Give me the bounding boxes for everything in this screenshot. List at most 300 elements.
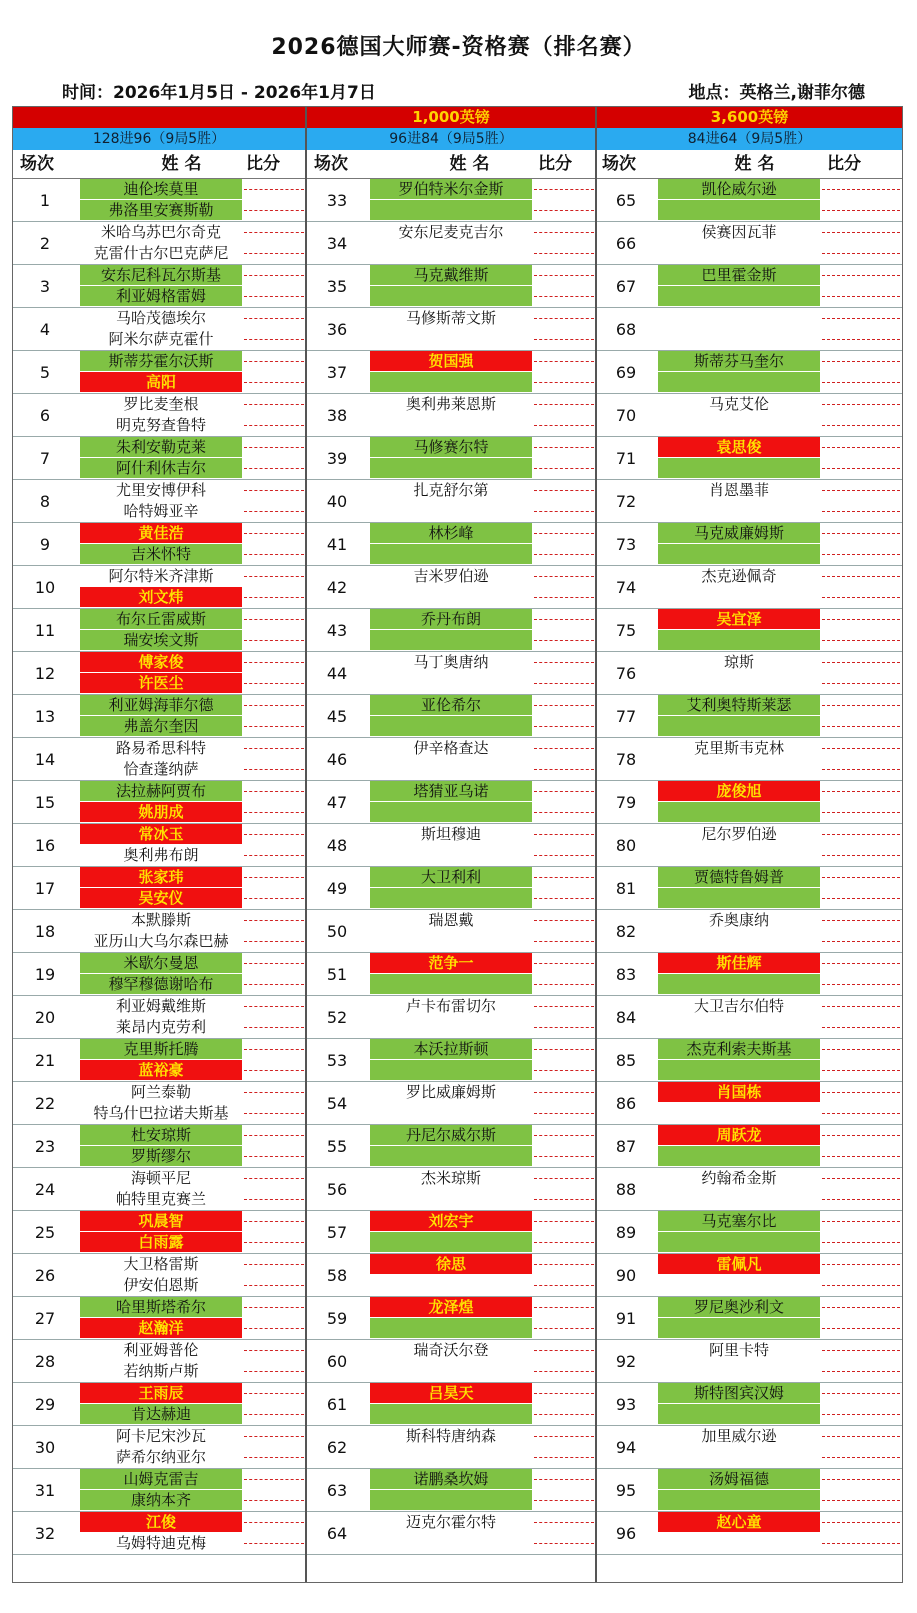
table-row (306, 1469, 596, 1512)
player-name: 白雨露 (80, 1232, 242, 1252)
match-number: 48 (326, 836, 348, 855)
player-name: 罗比威廉姆斯 (370, 1082, 532, 1102)
player-name (658, 931, 820, 951)
score-line (822, 855, 900, 856)
score-line (534, 1049, 594, 1050)
score-line (534, 791, 594, 792)
score-line (244, 597, 304, 598)
player-name (370, 544, 532, 564)
player-name: 阿卡尼宋沙瓦 (80, 1426, 242, 1446)
table-row (306, 480, 596, 523)
match-number: 43 (326, 621, 348, 640)
table-row (306, 394, 596, 437)
table-row (12, 1168, 306, 1211)
player-name: 罗伯特米尔金斯 (370, 179, 532, 199)
player-name: 安东尼麦克吉尔 (370, 222, 532, 242)
score-line (534, 769, 594, 770)
score-line (822, 769, 900, 770)
round-label-2: 96进84（9局5胜） (389, 131, 513, 147)
score-line (244, 425, 304, 426)
player-name: 本默滕斯 (80, 910, 242, 930)
score-line (822, 748, 900, 749)
score-line (244, 296, 304, 297)
player-name: 斯蒂芬霍尔沃斯 (80, 351, 242, 371)
player-name (370, 1404, 532, 1424)
player-name: 瑞安埃文斯 (80, 630, 242, 650)
score-line (244, 1006, 304, 1007)
table-row (12, 695, 306, 738)
table-row (12, 1082, 306, 1125)
player-name (658, 286, 820, 306)
player-name (370, 1490, 532, 1510)
score-line (534, 705, 594, 706)
player-name: 杰克逊佩奇 (658, 566, 820, 586)
table-row (596, 910, 903, 953)
match-number: 89 (615, 1223, 637, 1242)
score-line (822, 877, 900, 878)
player-name (658, 544, 820, 564)
player-name (370, 329, 532, 349)
table-row (596, 609, 903, 652)
score-line (822, 1371, 900, 1372)
player-name: 马克艾伦 (658, 394, 820, 414)
player-name (658, 1318, 820, 1338)
match-number: 74 (615, 578, 637, 597)
score-line (244, 382, 304, 383)
match-number: 76 (615, 664, 637, 683)
score-line (244, 662, 304, 663)
score-line (534, 640, 594, 641)
table-row (12, 222, 306, 265)
score-line (822, 1221, 900, 1222)
match-number: 6 (39, 406, 51, 425)
header-score: 比分 (827, 154, 861, 174)
table-row (12, 566, 306, 609)
score-line (534, 812, 594, 813)
player-name: 瑞恩戴 (370, 910, 532, 930)
score-line (244, 984, 304, 985)
player-name: 马修赛尔特 (370, 437, 532, 457)
score-line (534, 382, 594, 383)
table-row (306, 738, 596, 781)
score-line (244, 1328, 304, 1329)
match-number: 69 (615, 363, 637, 382)
score-line (244, 1221, 304, 1222)
match-number: 24 (34, 1180, 56, 1199)
player-name (370, 845, 532, 865)
score-line (244, 1500, 304, 1501)
match-number: 85 (615, 1051, 637, 1070)
table-row (306, 351, 596, 394)
player-name (658, 845, 820, 865)
table-row (12, 308, 306, 351)
match-number: 26 (34, 1266, 56, 1285)
score-line (822, 726, 900, 727)
score-line (244, 1393, 304, 1394)
header-match: 场次 (314, 154, 348, 174)
match-number: 88 (615, 1180, 637, 1199)
match-number: 92 (615, 1352, 637, 1371)
score-line (244, 1113, 304, 1114)
player-name (370, 587, 532, 607)
player-name: 奥利弗莱恩斯 (370, 394, 532, 414)
score-line (244, 791, 304, 792)
player-name: 高阳 (80, 372, 242, 392)
player-name: 尤里安博伊科 (80, 480, 242, 500)
match-number: 60 (326, 1352, 348, 1371)
match-number: 93 (615, 1395, 637, 1414)
score-line (534, 748, 594, 749)
match-number: 56 (326, 1180, 348, 1199)
match-number: 94 (615, 1438, 637, 1457)
player-name: 加里威尔逊 (658, 1426, 820, 1446)
player-name: 康纳本齐 (80, 1490, 242, 1510)
score-line (822, 1092, 900, 1093)
player-name (658, 888, 820, 908)
score-line (244, 1543, 304, 1544)
score-line (534, 361, 594, 362)
score-line (822, 984, 900, 985)
player-name: 王雨辰 (80, 1383, 242, 1403)
table-row (306, 609, 596, 652)
player-name: 迈克尔霍尔特 (370, 1512, 532, 1532)
player-name: 大卫格雷斯 (80, 1254, 242, 1274)
table-row (306, 824, 596, 867)
section-round-128-96 (12, 178, 306, 1583)
player-name (658, 243, 820, 263)
match-number: 55 (326, 1137, 348, 1156)
score-line (822, 1522, 900, 1523)
player-name: 贾德特鲁姆普 (658, 867, 820, 887)
match-number: 32 (34, 1524, 56, 1543)
score-line (244, 1522, 304, 1523)
score-line (822, 1479, 900, 1480)
table-row (596, 1383, 903, 1426)
match-number: 35 (326, 277, 348, 296)
table-row (596, 1512, 903, 1555)
player-name (370, 888, 532, 908)
table-row (306, 1297, 596, 1340)
table-row (12, 738, 306, 781)
match-number: 47 (326, 793, 348, 812)
player-name: 龙泽煌 (370, 1297, 532, 1317)
header-name: 姓 名 (449, 154, 490, 174)
player-name (658, 415, 820, 435)
score-line (822, 533, 900, 534)
table-row (12, 652, 306, 695)
score-line (534, 468, 594, 469)
player-name: 乔奥康纳 (658, 910, 820, 930)
player-name: 路易希思科特 (80, 738, 242, 758)
match-number: 84 (615, 1008, 637, 1027)
score-line (244, 361, 304, 362)
prize-label-1 (12, 106, 306, 128)
match-number: 58 (326, 1266, 348, 1285)
event-dates: 时间：2026年1月5日 - 2026年1月7日 (62, 83, 376, 103)
match-number: 14 (34, 750, 56, 769)
player-name: 江俊 (80, 1512, 242, 1532)
score-line (822, 1178, 900, 1179)
table-row (12, 1340, 306, 1383)
score-line (534, 877, 594, 878)
match-number: 9 (39, 535, 51, 554)
player-name: 吴宜泽 (658, 609, 820, 629)
prize-banner (12, 106, 903, 128)
score-line (534, 533, 594, 534)
score-line (244, 1135, 304, 1136)
table-row (306, 222, 596, 265)
table-row (306, 523, 596, 566)
table-row (596, 523, 903, 566)
table-row (596, 652, 903, 695)
player-name (658, 630, 820, 650)
score-line (244, 812, 304, 813)
match-number: 46 (326, 750, 348, 769)
score-line (822, 554, 900, 555)
score-line (244, 1479, 304, 1480)
player-name: 利亚姆格雷姆 (80, 286, 242, 306)
player-name: 吉米怀特 (80, 544, 242, 564)
player-name: 贺国强 (370, 351, 532, 371)
round-label-3: 84进64（9局5胜） (687, 131, 812, 147)
player-name (658, 1189, 820, 1209)
score-line (534, 1199, 594, 1200)
column-divider (305, 106, 307, 1583)
player-name: 斯坦穆迪 (370, 824, 532, 844)
table-row (306, 179, 596, 222)
match-number: 86 (615, 1094, 637, 1113)
table-row (306, 953, 596, 996)
player-name: 海顿平尼 (80, 1168, 242, 1188)
player-name (658, 759, 820, 779)
match-number: 4 (39, 320, 51, 339)
table-row (596, 695, 903, 738)
score-line (244, 404, 304, 405)
score-line (534, 1285, 594, 1286)
player-name: 利亚姆普伦 (80, 1340, 242, 1360)
player-name: 马克威廉姆斯 (658, 523, 820, 543)
player-name (658, 1060, 820, 1080)
score-line (822, 1436, 900, 1437)
player-name (658, 802, 820, 822)
player-name: 穆罕穆德谢哈布 (80, 974, 242, 994)
score-line (244, 576, 304, 577)
score-line (534, 318, 594, 319)
player-name: 朱利安勒克莱 (80, 437, 242, 457)
table-row (596, 179, 903, 222)
score-line (244, 1049, 304, 1050)
player-name: 弗洛里安赛斯勒 (80, 200, 242, 220)
player-name: 巩晨智 (80, 1211, 242, 1231)
table-row (12, 179, 306, 222)
score-line (244, 339, 304, 340)
score-line (822, 683, 900, 684)
player-name: 徐思 (370, 1254, 532, 1274)
player-name: 萨希尔纳亚尔 (80, 1447, 242, 1467)
table-row (12, 265, 306, 308)
player-name (658, 1103, 820, 1123)
header-match: 场次 (20, 154, 54, 174)
player-name: 克雷什古尔巴克萨尼 (80, 243, 242, 263)
match-number: 70 (615, 406, 637, 425)
player-name: 琼斯 (658, 652, 820, 672)
match-number: 7 (39, 449, 51, 468)
score-line (534, 1414, 594, 1415)
score-line (244, 1285, 304, 1286)
score-line (244, 468, 304, 469)
header-name: 姓 名 (161, 154, 202, 174)
match-number: 73 (615, 535, 637, 554)
player-name: 汤姆福德 (658, 1469, 820, 1489)
player-name: 哈特姆亚辛 (80, 501, 242, 521)
table-row (596, 1082, 903, 1125)
column-header-row (12, 150, 903, 179)
match-number: 95 (615, 1481, 637, 1500)
player-name: 罗比麦奎根 (80, 394, 242, 414)
score-line (534, 425, 594, 426)
score-line (244, 683, 304, 684)
header-name: 姓 名 (734, 154, 775, 174)
score-line (534, 726, 594, 727)
match-number: 1 (39, 191, 51, 210)
score-line (534, 1479, 594, 1480)
score-line (822, 382, 900, 383)
player-name: 乔丹布朗 (370, 609, 532, 629)
player-name: 帕特里克赛兰 (80, 1189, 242, 1209)
table-row (596, 1254, 903, 1297)
table-row (12, 480, 306, 523)
score-line (822, 1393, 900, 1394)
player-name: 张家玮 (80, 867, 242, 887)
score-line (822, 662, 900, 663)
table-row (12, 609, 306, 652)
player-name (658, 1146, 820, 1166)
table-row (12, 1383, 306, 1426)
section-round-84-64 (596, 178, 903, 1583)
player-name (370, 802, 532, 822)
score-line (244, 920, 304, 921)
score-line (244, 318, 304, 319)
table-row (12, 1254, 306, 1297)
player-name: 林杉峰 (370, 523, 532, 543)
score-line (244, 640, 304, 641)
table-row (596, 867, 903, 910)
player-name: 马丁奥唐纳 (370, 652, 532, 672)
player-name: 亚历山大乌尔森巴赫 (80, 931, 242, 951)
player-name: 特乌什巴拉诺夫斯基 (80, 1103, 242, 1123)
score-line (822, 296, 900, 297)
player-name: 刘文炜 (80, 587, 242, 607)
match-number: 68 (615, 320, 637, 339)
player-name (370, 200, 532, 220)
player-name: 弗盖尔奎因 (80, 716, 242, 736)
score-line (534, 1500, 594, 1501)
score-line (534, 1027, 594, 1028)
score-line (534, 597, 594, 598)
player-name: 斯科特唐纳森 (370, 1426, 532, 1446)
match-number: 28 (34, 1352, 56, 1371)
table-row (596, 1426, 903, 1469)
player-name (658, 1404, 820, 1424)
table-row (596, 1039, 903, 1082)
player-name (658, 329, 820, 349)
table-row (306, 265, 596, 308)
score-line (822, 1543, 900, 1544)
match-number: 16 (34, 836, 56, 855)
score-line (822, 1328, 900, 1329)
player-name (370, 1017, 532, 1037)
score-line (244, 253, 304, 254)
player-name: 伊辛格查达 (370, 738, 532, 758)
player-name: 诺鹏桑坎姆 (370, 1469, 532, 1489)
match-number: 75 (615, 621, 637, 640)
player-name: 塔猜亚乌诺 (370, 781, 532, 801)
player-name (658, 501, 820, 521)
column-divider (595, 106, 597, 1583)
score-line (822, 404, 900, 405)
player-name (370, 1232, 532, 1252)
player-name (658, 673, 820, 693)
score-line (534, 576, 594, 577)
score-line (534, 619, 594, 620)
match-number: 64 (326, 1524, 348, 1543)
player-name: 吉米罗伯逊 (370, 566, 532, 586)
match-number: 50 (326, 922, 348, 941)
player-name: 袁思俊 (658, 437, 820, 457)
table-row (12, 1426, 306, 1469)
score-line (822, 1285, 900, 1286)
match-number: 90 (615, 1266, 637, 1285)
player-name: 若纳斯卢斯 (80, 1361, 242, 1381)
score-line (822, 1135, 900, 1136)
player-name: 常冰玉 (80, 824, 242, 844)
player-name: 刘宏宇 (370, 1211, 532, 1231)
score-line (534, 1113, 594, 1114)
score-line (822, 361, 900, 362)
score-line (244, 898, 304, 899)
score-line (244, 490, 304, 491)
player-name (370, 1189, 532, 1209)
match-number: 78 (615, 750, 637, 769)
table-row (306, 1383, 596, 1426)
prize-label-2: 1,000英镑 (412, 108, 490, 126)
score-line (822, 791, 900, 792)
score-line (822, 920, 900, 921)
score-line (244, 1264, 304, 1265)
score-line (534, 963, 594, 964)
match-number: 87 (615, 1137, 637, 1156)
score-line (822, 898, 900, 899)
table-row (12, 1125, 306, 1168)
score-line (244, 1199, 304, 1200)
score-line (244, 1414, 304, 1415)
score-line (534, 1350, 594, 1351)
table-row (306, 910, 596, 953)
match-number: 37 (326, 363, 348, 382)
score-line (534, 941, 594, 942)
player-name: 巴里霍金斯 (658, 265, 820, 285)
match-number: 33 (326, 191, 348, 210)
table-row (306, 652, 596, 695)
player-name: 杰克利索夫斯基 (658, 1039, 820, 1059)
score-line (822, 189, 900, 190)
score-line (244, 533, 304, 534)
player-name: 克里斯托腾 (80, 1039, 242, 1059)
match-number: 3 (39, 277, 51, 296)
score-line (244, 941, 304, 942)
score-line (244, 963, 304, 964)
score-line (244, 1156, 304, 1157)
